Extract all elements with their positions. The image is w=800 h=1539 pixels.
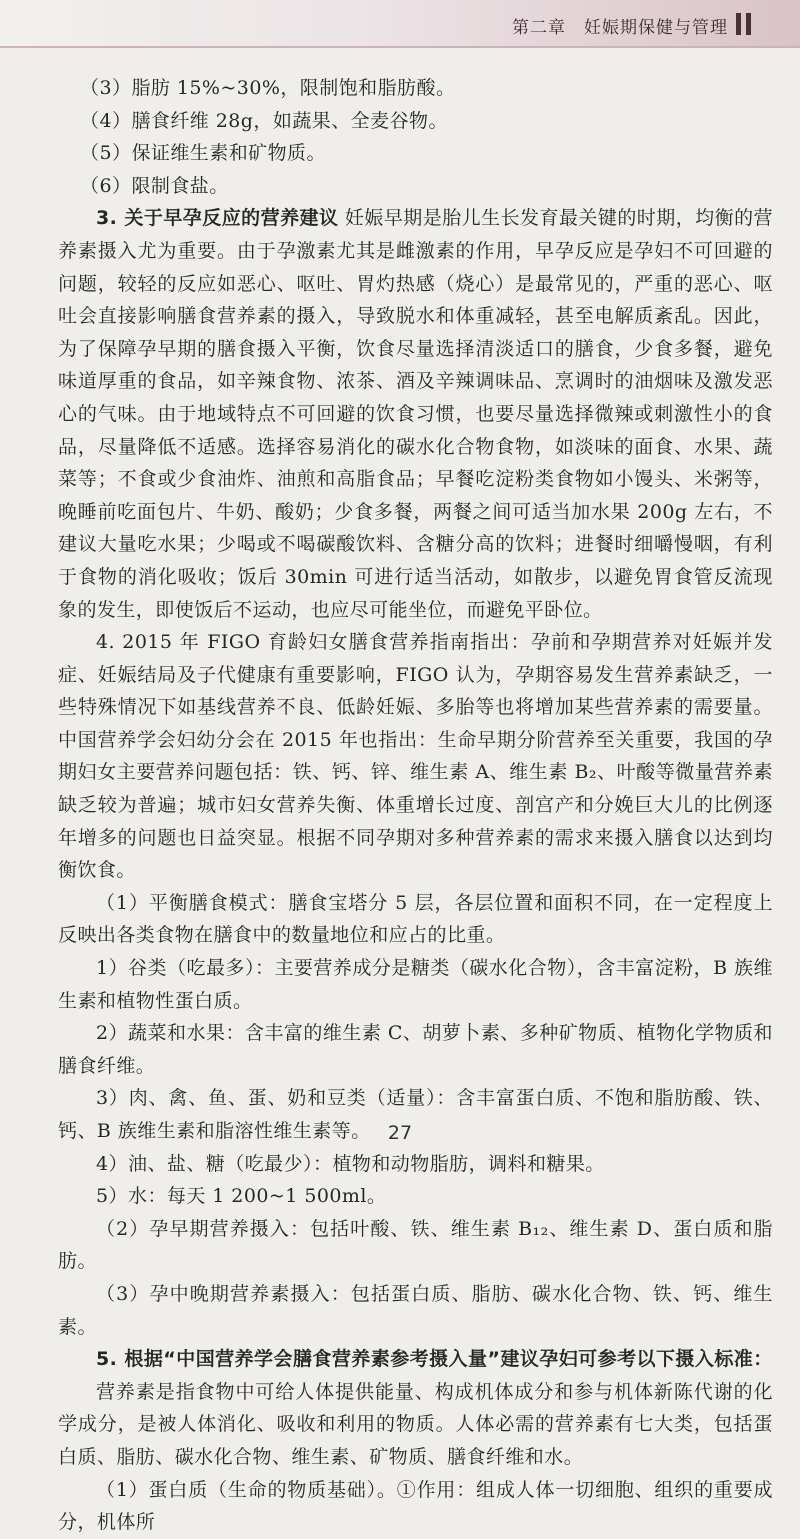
list-item-meat-dairy: 3）肉、禽、鱼、蛋、奶和豆类（适量）：含丰富蛋白质、不饱和脂肪酸、铁、钙、B 族维生素和脂溶性维生素等。 bbox=[58, 1087, 773, 1142]
header-divider bbox=[0, 46, 800, 48]
chapter-label: 第二章 bbox=[512, 18, 566, 38]
list-item-grains: 1）谷类（吃最多）：主要营养成分是糖类（碳水化合物），含丰富淀粉，B 族维生素和植物性蛋白质。 bbox=[58, 957, 773, 1012]
list-item-fat: （3）脂肪 15%~30%，限制饱和脂肪酸。 bbox=[80, 77, 456, 99]
paragraph-nutrients: 营养素是指食物中可给人体提供能量、构成机体成分和参与机体新陈代谢的化学成分，是被人体消化、吸收和利用的物质。人体必需的营养素有七大类，包括蛋白质、脂肪、碳水化合物、维生素、矿物质、膳食纤维和水。 bbox=[58, 1380, 773, 1468]
list-item-oil-salt-sugar: 4）油、盐、糖（吃最少）：植物和动物脂肪，调料和糖果。 bbox=[96, 1152, 605, 1175]
header-bars-icon bbox=[734, 13, 756, 35]
list-item-vegetables-fruits: 2）蔬菜和水果：含丰富的维生素 C、胡萝卜素、多种矿物质、植物化学物质和膳食纤维。 bbox=[58, 1022, 773, 1077]
section-heading-5: 5. 根据“中国营养学会膳食营养素参考摄入量”建议孕妇可参考以下摄入标准： bbox=[96, 1348, 773, 1371]
paragraph-balanced-diet: （1）平衡膳食模式：膳食宝塔分 5 层，各层位置和面积不同，在一定程度上反映出各类食物在膳食中的数量地位和应占的比重。 bbox=[58, 891, 773, 947]
body-text bbox=[58, 72, 773, 1539]
paragraph-figo: 4. 2015 年 FIGO 育龄妇女膳食营养指南指出：孕前和孕期营养对妊娠并发症、妊娠结局及子代健康有重要影响，FIGO 认为，孕期容易发生营养素缺乏，一些特殊情况下如基线营养不良、低龄妊娠、多胎等也将增加某些营养素的需要量。中国营养学会妇幼分会在 2015 年也指出：生命早期分阶营养至关重要，我国的孕期妇女主要营养问题包括：铁、钙、锌、维生素 A、维生素 B₂、叶酸等微量营养素缺乏较为普遍；城市妇女营养失衡、体重增长过度、剖宫产和分娩巨大儿的比例逐年增多的问题也日益突显。根据不同孕期对多种营养素的需求来摄入膳食以达到均衡饮食。 bbox=[58, 631, 773, 882]
running-header-text bbox=[512, 13, 728, 38]
paragraph-mid-late-pregnancy: （3）孕中晚期营养素摄入：包括蛋白质、脂肪、碳水化合物、铁、钙、维生素。 bbox=[58, 1282, 773, 1338]
paragraph-morning-sickness bbox=[58, 202, 773, 626]
paragraph-protein: （1）蛋白质（生命的物质基础）。①作用：组成人体一切细胞、组织的重要成分，机体所 bbox=[58, 1478, 773, 1534]
list-item-salt: （6）限制食盐。 bbox=[80, 174, 229, 197]
list-item-water: 5）水：每天 1 200~1 500ml。 bbox=[96, 1185, 387, 1208]
paragraph-early-pregnancy: （2）孕早期营养摄入：包括叶酸、铁、维生素 B₁₂、维生素 D、蛋白质和脂肪。 bbox=[58, 1217, 773, 1273]
paragraph-text: 妊娠早期是胎儿生长发育最关键的时期，均衡的营养素摄入尤为重要。由于孕激素尤其是雌激素的作用，早孕反应是孕妇不可回避的问题，较轻的反应如恶心、呕吐、胃灼热感（烧心）是最常见的，严重的恶心、呕吐会直接影响膳食营养素的摄入，导致脱水和体重减轻，甚至电解质紊乱。因此，为了保障孕早期的膳食摄入平衡，饮食尽量选择清淡适口的膳食，少食多餐，避免味道厚重的食品，如辛辣食物、浓茶、酒及辛辣调味品、烹调时的油烟味及激发恶心的气味。由于地域特点不可回避的饮食习惯，也要尽量选择微辣或刺激性小的食品，尽量降低不适感。选择容易消化的碳水化合物食物，如淡味的面食、水果、蔬菜等；不食或少食油炸、油煎和高脂食品；早餐吃淀粉类食物如小馒头、米粥等，晚睡前吃面包片、牛奶、酸奶；少食多餐，两餐之间可适当加水果 200g 左右，不建议大量吃水果；少喝或不喝碳酸饮料、含糖分高的饮料；进餐时细嚼慢咽，有利于食物的消化吸收；饭后 30min 可进行适当活动，如散步，以避免胃食管反流现象的发生，即使饭后不运动，也应尽可能坐位，而避免平卧位。 bbox=[58, 207, 773, 621]
list-item-vitamins: （5）保证维生素和矿物质。 bbox=[80, 142, 326, 165]
section-heading-3: 3. 关于早孕反应的营养建议 bbox=[96, 207, 339, 230]
page-number: 27 bbox=[387, 1122, 413, 1144]
list-item-fiber: （4）膳食纤维 28g，如蔬果、全麦谷物。 bbox=[80, 109, 448, 132]
chapter-title: 妊娠期保健与管理 bbox=[584, 18, 728, 38]
